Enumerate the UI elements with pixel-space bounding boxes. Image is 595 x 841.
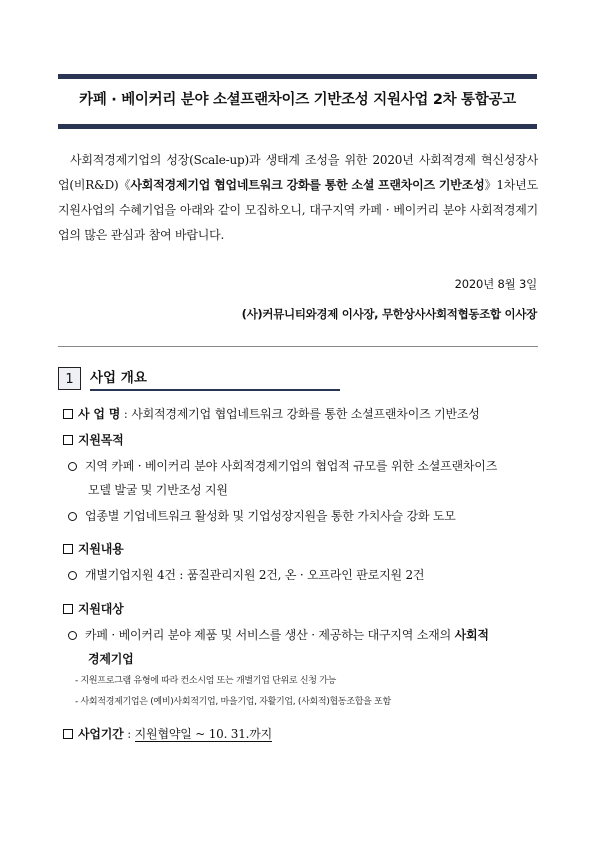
intro-line-3: 》1차년도 지원사업의 수혜기업을 아래와 같이 모집하오니, (58, 178, 538, 217)
title-bottom-rule (58, 124, 537, 129)
document-title: 카페 · 베이커리 분야 소셜프랜차이즈 기반조성 지원사업 2차 통합공고 (79, 92, 516, 108)
content-bullet-1-text: 개별기업지원 4건 : 품질관리지원 2건, 온 · 오프라인 판로지원 2건 (85, 568, 425, 582)
intro-line-2: 혁신성장사업(비R&D)《 (58, 153, 538, 192)
content-label: 지원내용 (78, 542, 124, 556)
circle-bullet-icon (68, 512, 77, 521)
purpose-bullet-1-text: 지역 카페 · 베이커리 분야 사회적경제기업의 협업적 규모를 위한 소셜프랜차이즈 (85, 459, 498, 473)
purpose-bullet-1-cont: 모델 발굴 및 기반조성 지원 (88, 483, 228, 497)
circle-bullet-icon (68, 571, 77, 580)
section-underline (90, 389, 340, 391)
intro-line-4: 대구지역 카페 · 베이커리 분야 사회적경제기업의 많은 관심과 참여 바랍니다. (58, 203, 539, 242)
intro-bold-project: 사회적경제기업 협업네트워크 강화를 통한 소셜 (130, 178, 375, 192)
signer: (사)커뮤니티와경제 이사장, 무한상사사회적협동조합 이사장 (241, 307, 537, 321)
target-bullet-1-text: 카페 · 베이커리 분야 제품 및 서비스를 생산 · 제공하는 대구지역 소재의 (85, 628, 455, 642)
title-top-rule (58, 74, 537, 79)
content-bullet-1 (68, 566, 424, 583)
divider (58, 346, 538, 347)
section-title: 사업 개요 (90, 370, 147, 386)
target-bullet-1-cont-bold: 경제기업 (88, 652, 134, 666)
period-colon: : (123, 727, 135, 741)
project-name-value: 사회적경제기업 협업네트워크 강화를 통한 소셜프랜차이즈 기반조성 (131, 407, 480, 421)
content-row (63, 540, 124, 557)
checkbox-square-icon (63, 729, 73, 739)
purpose-bullet-2-text: 업종별 기업네트워크 활성화 및 기업성장지원을 통한 가치사슬 강화 도모 (85, 509, 456, 523)
checkbox-square-icon (63, 409, 73, 419)
project-name-row (63, 405, 480, 422)
project-name-colon: : (120, 407, 132, 421)
purpose-bullet-1 (68, 457, 497, 474)
period-label: 사업기간 (78, 727, 124, 741)
target-bullet-1-bold: 사회적 (454, 628, 489, 642)
intro-line-1: 사회적경제기업의 성장(Scale-up)과 생태계 조성을 위한 2020년 사회적경제 (70, 153, 476, 167)
target-row (63, 600, 124, 617)
checkbox-square-icon (63, 544, 73, 554)
target-label: 지원대상 (78, 602, 124, 616)
purpose-row (63, 431, 124, 448)
target-bullet-1 (68, 626, 489, 643)
purpose-bullet-2 (68, 507, 456, 524)
section-number: 1 (58, 367, 81, 390)
checkbox-square-icon (63, 435, 73, 445)
target-note-2: - 사회적경제기업은 (예비)사회적기업, 마을기업, 자활기업, (사회적)협동조합을 포함 (75, 697, 391, 707)
period-value: 지원협약일 ~ 10. 31.까지 (134, 727, 273, 741)
intro-paragraph (58, 148, 538, 248)
checkbox-square-icon (63, 604, 73, 614)
target-bullet-1-cont (88, 650, 134, 667)
circle-bullet-icon (68, 631, 77, 640)
purpose-label: 지원목적 (78, 433, 124, 447)
announcement-date: 2020년 8월 3일 (454, 277, 537, 291)
project-name-label: 사 업 명 (78, 407, 121, 421)
intro-bold-project-2: 프랜차이즈 기반조성 (377, 178, 485, 192)
period-row (63, 725, 272, 742)
circle-bullet-icon (68, 462, 77, 471)
target-note-1: - 지원프로그램 유형에 따라 컨소시엄 또는 개별기업 단위로 신청 가능 (75, 676, 337, 686)
